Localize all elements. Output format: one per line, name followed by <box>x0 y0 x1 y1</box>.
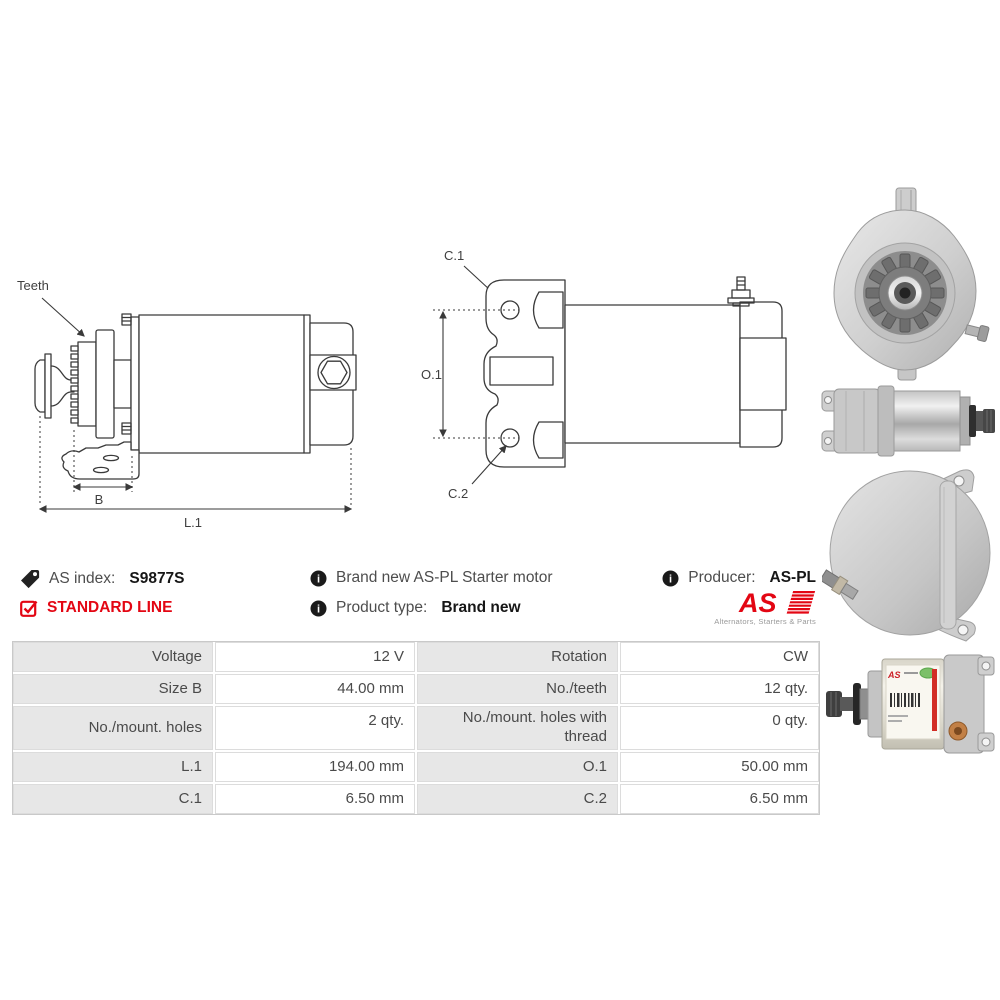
as-index-value: S9877S <box>129 570 185 587</box>
teeth-label: Teeth <box>17 278 49 293</box>
svg-text:i: i <box>316 573 321 586</box>
product-type-label: Product type: <box>336 599 428 616</box>
spec-value: 0 qty. <box>620 706 819 750</box>
spec-label: No./mount. holes with thread <box>417 706 618 750</box>
spec-label: C.2 <box>417 784 618 814</box>
standard-line-row <box>20 599 172 617</box>
description-row <box>310 569 553 587</box>
spec-label: O.1 <box>417 752 618 782</box>
info-icon <box>662 570 679 587</box>
producer-row <box>620 569 816 587</box>
svg-text:AS: AS <box>888 670 901 680</box>
standard-line-label: STANDARD LINE <box>47 599 173 616</box>
as-index-row <box>20 569 185 589</box>
spec-label: Size B <box>13 674 213 704</box>
spec-value: 12 qty. <box>620 674 819 704</box>
brand-logo-block <box>620 588 816 626</box>
spec-label: No./teeth <box>417 674 618 704</box>
photo-side-view <box>818 383 998 461</box>
teeth-arrow <box>42 298 84 336</box>
spec-value: 50.00 mm <box>620 752 819 782</box>
dim-c2-label: C.2 <box>448 486 469 501</box>
producer-value: AS-PL <box>769 569 816 586</box>
spec-value: 6.50 mm <box>620 784 819 814</box>
spec-value: 194.00 mm <box>215 752 415 782</box>
info-icon <box>310 600 327 617</box>
spec-value: 44.00 mm <box>215 674 415 704</box>
svg-text:i: i <box>316 603 321 616</box>
as-logo-text: AS <box>739 588 777 616</box>
producer-label: Producer: <box>688 569 756 586</box>
spec-label: No./mount. holes <box>13 706 213 750</box>
side-view-drawing <box>10 268 370 548</box>
spec-label: L.1 <box>13 752 213 782</box>
as-pl-logo <box>738 588 816 616</box>
brand-tagline: Alternators, Starters & Parts <box>714 617 816 626</box>
svg-text:i: i <box>669 573 673 586</box>
spec-label: C.1 <box>13 784 213 814</box>
spec-label: Voltage <box>13 642 213 672</box>
spec-value: 6.50 mm <box>215 784 415 814</box>
tag-icon <box>20 569 40 589</box>
as-index-label: AS index: <box>49 570 116 587</box>
spec-value: 12 V <box>215 642 415 672</box>
dim-c1-label: C.1 <box>444 248 465 263</box>
spec-label: Rotation <box>417 642 618 672</box>
photo-rear-cover <box>822 465 1000 645</box>
dim-b-label: B <box>94 492 104 507</box>
dim-o1-label: O.1 <box>421 367 442 382</box>
photo-front-view <box>820 186 995 386</box>
photo-side-view-label <box>820 645 1000 765</box>
description-text: Brand new AS-PL Starter motor <box>336 569 553 586</box>
info-icon <box>310 570 327 587</box>
spec-value: 2 qty. <box>215 706 415 750</box>
checkbox-checked-icon <box>20 599 38 617</box>
top-view-drawing <box>420 238 790 508</box>
product-type-value: Brand new <box>441 599 521 616</box>
dim-l1-label: L.1 <box>183 515 203 530</box>
spec-value: CW <box>620 642 819 672</box>
product-type-row <box>310 599 521 617</box>
spec-table <box>12 641 820 815</box>
